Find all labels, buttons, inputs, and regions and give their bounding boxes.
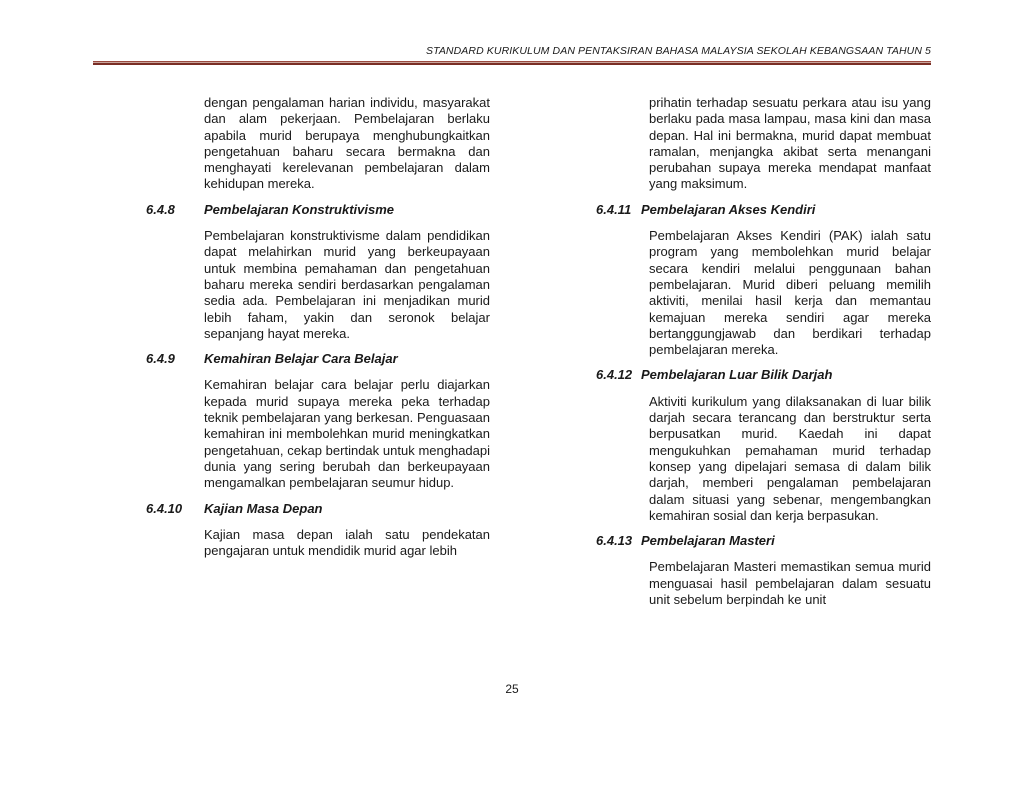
- section-title: Kemahiran Belajar Cara Belajar: [204, 351, 398, 367]
- page-number: 25: [505, 682, 519, 696]
- left-column: [146, 95, 496, 559]
- section-title: Pembelajaran Luar Bilik Darjah: [641, 367, 833, 383]
- section-body-6-4-9: Kemahiran belajar cara belajar perlu diajarkan kepada murid supaya mereka peka terhadap teknik pembelajaran yang berkesan. Penguasaan kemahiran ini membolehkan murid meningkatkan pengetahuan, cekap bertindak untuk menghadapi dunia yang sering berubah dan berkeupayaan mengamalkan pembelajaran seumur hidup.: [204, 377, 490, 491]
- right-intro-paragraph: prihatin terhadap sesuatu perkara atau isu yang berlaku pada masa lampau, masa kini dan masa depan. Hal ini bermakna, murid dapat membuat ramalan, menjangka akibat serta menangani perubahan supaya mereka mendapat manfaat yang maksimum.: [649, 95, 931, 192]
- section-title: Pembelajaran Konstruktivisme: [204, 201, 395, 217]
- section-heading-6-4-10: [146, 501, 496, 517]
- section-number: 6.4.12: [596, 367, 633, 383]
- section-heading-6-4-12: [596, 367, 934, 383]
- running-header: STANDARD KURIKULUM DAN PENTAKSIRAN BAHASA MALAYSIA SEKOLAH KEBANGSAAN TAHUN 5: [425, 45, 931, 57]
- header-rule: [93, 61, 931, 65]
- section-number: 6.4.10: [146, 500, 183, 516]
- section-title: Pembelajaran Masteri: [641, 533, 775, 549]
- section-title: Pembelajaran Akses Kendiri: [641, 201, 816, 217]
- section-number: 6.4.13: [596, 533, 633, 549]
- section-body-6-4-11: Pembelajaran Akses Kendiri (PAK) ialah satu program yang membolehkan murid belajar secara kendiri melalui penggunaan bahan pembelajaran. Murid diberi peluang memilih aktiviti, menilai hasil kerja dan memantau kemajuan mereka sendiri agar mereka bertanggungjawab dan berdikari terhadap pembelajaran mereka.: [649, 228, 931, 358]
- section-number: 6.4.8: [146, 201, 175, 217]
- section-body-6-4-8: Pembelajaran konstruktivisme dalam pendidikan dapat melahirkan murid yang berkeupayaan untuk membina pemahaman dan pengetahuan baharu mereka sendiri berdasarkan pengalaman sedia ada. Pembelajaran ini menjadikan murid lebih faham, yakin dan seronok belajar sepanjang hayat mereka.: [204, 228, 490, 341]
- left-intro-paragraph: dengan pengalaman harian individu, masyarakat dan alam pekerjaan. Pembelajaran berlaku apabila murid berupaya menghubungkaitkan pengetahuan baharu secara bermakna dan menghayati kerelevanan pembelajaran dalam kehidupan mereka.: [204, 95, 490, 192]
- section-number: 6.4.11: [596, 201, 632, 217]
- section-heading-6-4-11: [596, 202, 934, 218]
- section-body-6-4-12: Aktiviti kurikulum yang dilaksanakan di luar bilik darjah secara terancang dan berstruktur serta berpusatkan murid. Kaedah ini dapat mengukuhkan pemahaman murid terhadap konsep yang dipelajari semasa di dalam bilik darjah, memberi pengalaman pembelajaran dalam situasi yang sebenar, mengembangkan kemahiran sosial dan kerja berpasukan.: [649, 393, 931, 523]
- section-heading-6-4-13: [596, 533, 934, 549]
- section-title: Kajian Masa Depan: [204, 500, 323, 516]
- section-body-6-4-13: Pembelajaran Masteri memastikan semua murid menguasai hasil pembelajaran dalam sesuatu unit sebelum berpindah ke unit: [649, 559, 931, 608]
- right-column: [596, 95, 934, 608]
- section-heading-6-4-8: [146, 202, 496, 218]
- section-heading-6-4-9: [146, 351, 496, 367]
- section-body-6-4-10: Kajian masa depan ialah satu pendekatan pengajaran untuk mendidik murid agar lebih: [204, 526, 490, 559]
- section-number: 6.4.9: [146, 351, 175, 367]
